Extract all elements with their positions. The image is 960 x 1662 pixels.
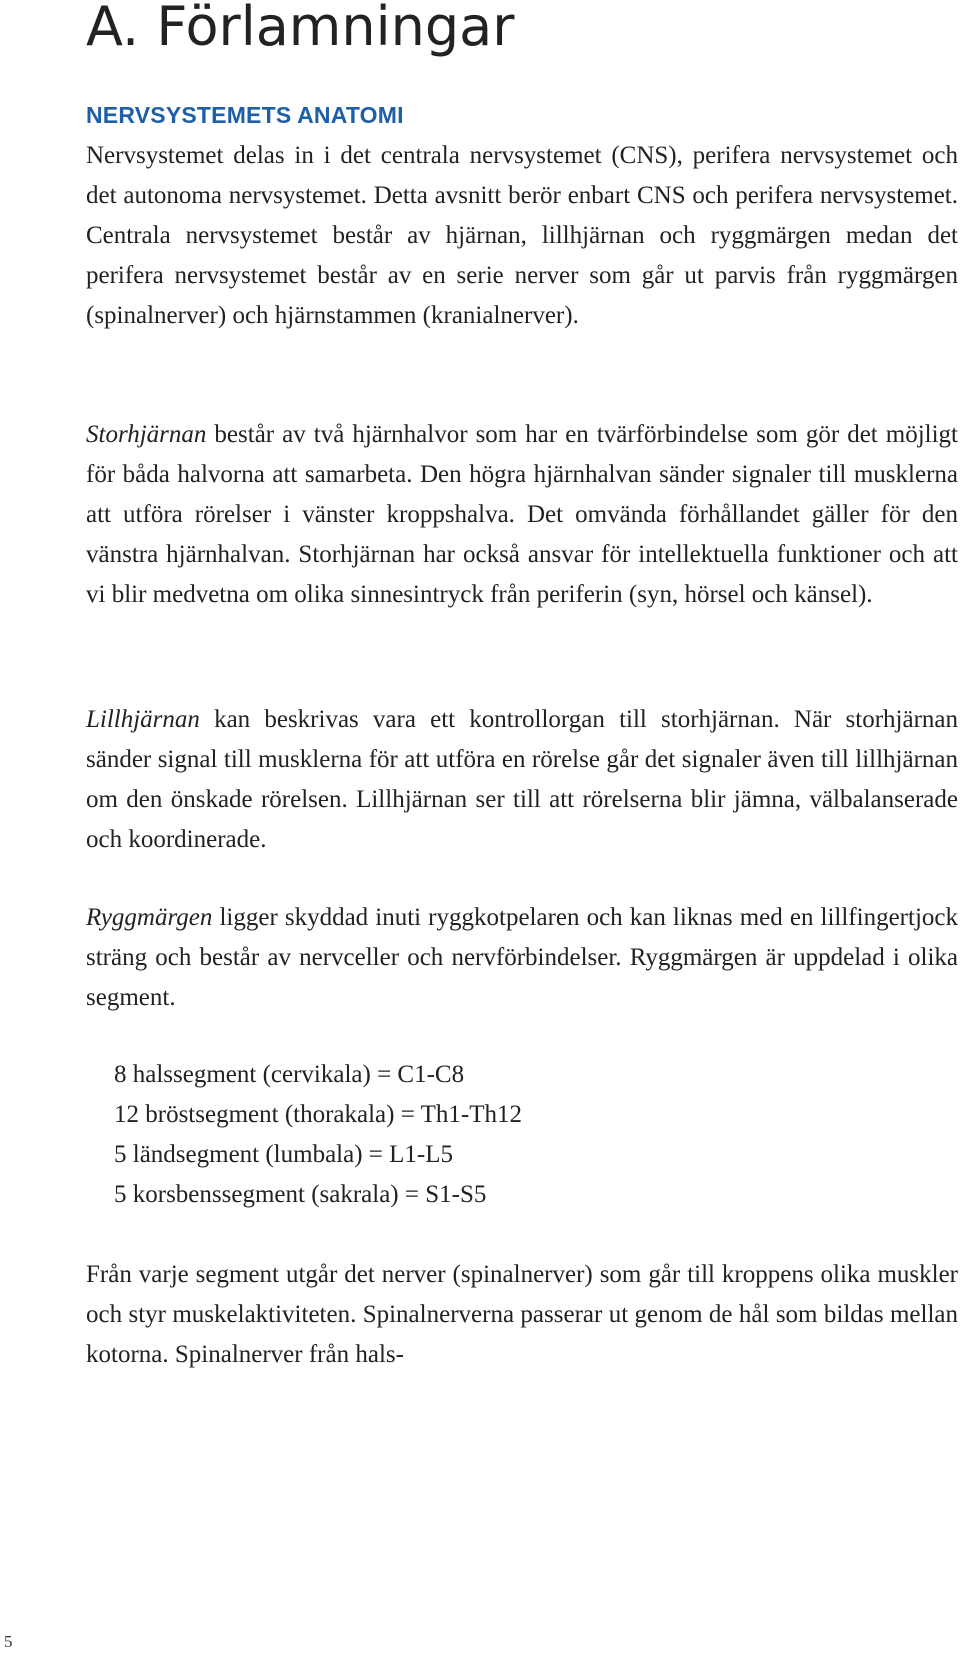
storhjarnan-paragraph	[86, 415, 958, 615]
storhjarnan-term: Storhjärnan	[86, 421, 207, 448]
section-heading: NERVSYSTEMETS ANATOMI	[86, 102, 404, 128]
ryggmargen-term: Ryggmärgen	[86, 904, 213, 931]
lillhjarnan-term: Lillhjärnan	[86, 706, 200, 733]
spinal-paragraph: Från varje segment utgår det nerver (spinalnerver) som går till kroppens olika muskler och styr muskelaktiviteten. Spinalnerverna passerar ut genom de hål som bildas mellan kotorna. Spinalnerver från hals-	[86, 1261, 958, 1368]
lillhjarnan-text: kan beskrivas vara ett kontrollorgan till storhjärnan. När storhjärnan sänder signal till musklerna för att utföra en rörelse går det signaler även till lillhjärnan om den önskade rörelsen. Lillhjärnan ser till att rörelserna blir jämna, välbalanserade och koordinerade.	[86, 706, 958, 853]
lillhjarnan-paragraph	[86, 700, 958, 860]
storhjarnan-text: består av två hjärnhalvor som har en tvärförbindelse som gör det möjligt för båda halvorna att samarbeta. Den högra hjärnhalvan sänder signaler till musklerna att utföra rörelser i vänster kroppshalva. Det omvända förhållandet gäller för den vänstra hjärnhalvan. Storhjärnan har också ansvar för intellektuella funktioner och att vi blir medvetna om olika sinnesintryck från periferin (syn, hörsel och känsel).	[86, 421, 958, 608]
segment-item-sacral: 5 korsbenssegment (sakrala) = S1-S5	[114, 1181, 487, 1208]
page-title: A. Förlamningar	[86, 0, 515, 58]
segment-list	[114, 1055, 522, 1215]
intro-paragraph: Nervsystemet delas in i det centrala nervsystemet (CNS), perifera nervsystemet och det autonoma nervsystemet. Detta avsnitt berör enbart CNS och perifera nervsystemet. Centrala nervsystemet består av hjärnan, lillhjärnan och ryggmärgen medan det perifera nervsystemet består av en serie nerver som går ut parvis från ryggmärgen (spinalnerver) och hjärnstammen (kranialnerver).	[86, 142, 958, 329]
segment-item-lumbar: 5 ländsegment (lumbala) = L1-L5	[114, 1141, 454, 1168]
segment-item-thoracic: 12 bröstsegment (thorakala) = Th1-Th12	[114, 1101, 522, 1128]
ryggmargen-text: ligger skyddad inuti ryggkotpelaren och kan liknas med en lillfingertjock sträng och består av nervceller och nervförbindelser. Ryggmärgen är uppdelad i olika segment.	[86, 904, 958, 1011]
segment-item-cervical: 8 halssegment (cervikala) = C1-C8	[114, 1061, 465, 1088]
page-number: 5	[4, 1632, 13, 1651]
ryggmargen-paragraph	[86, 898, 958, 1018]
